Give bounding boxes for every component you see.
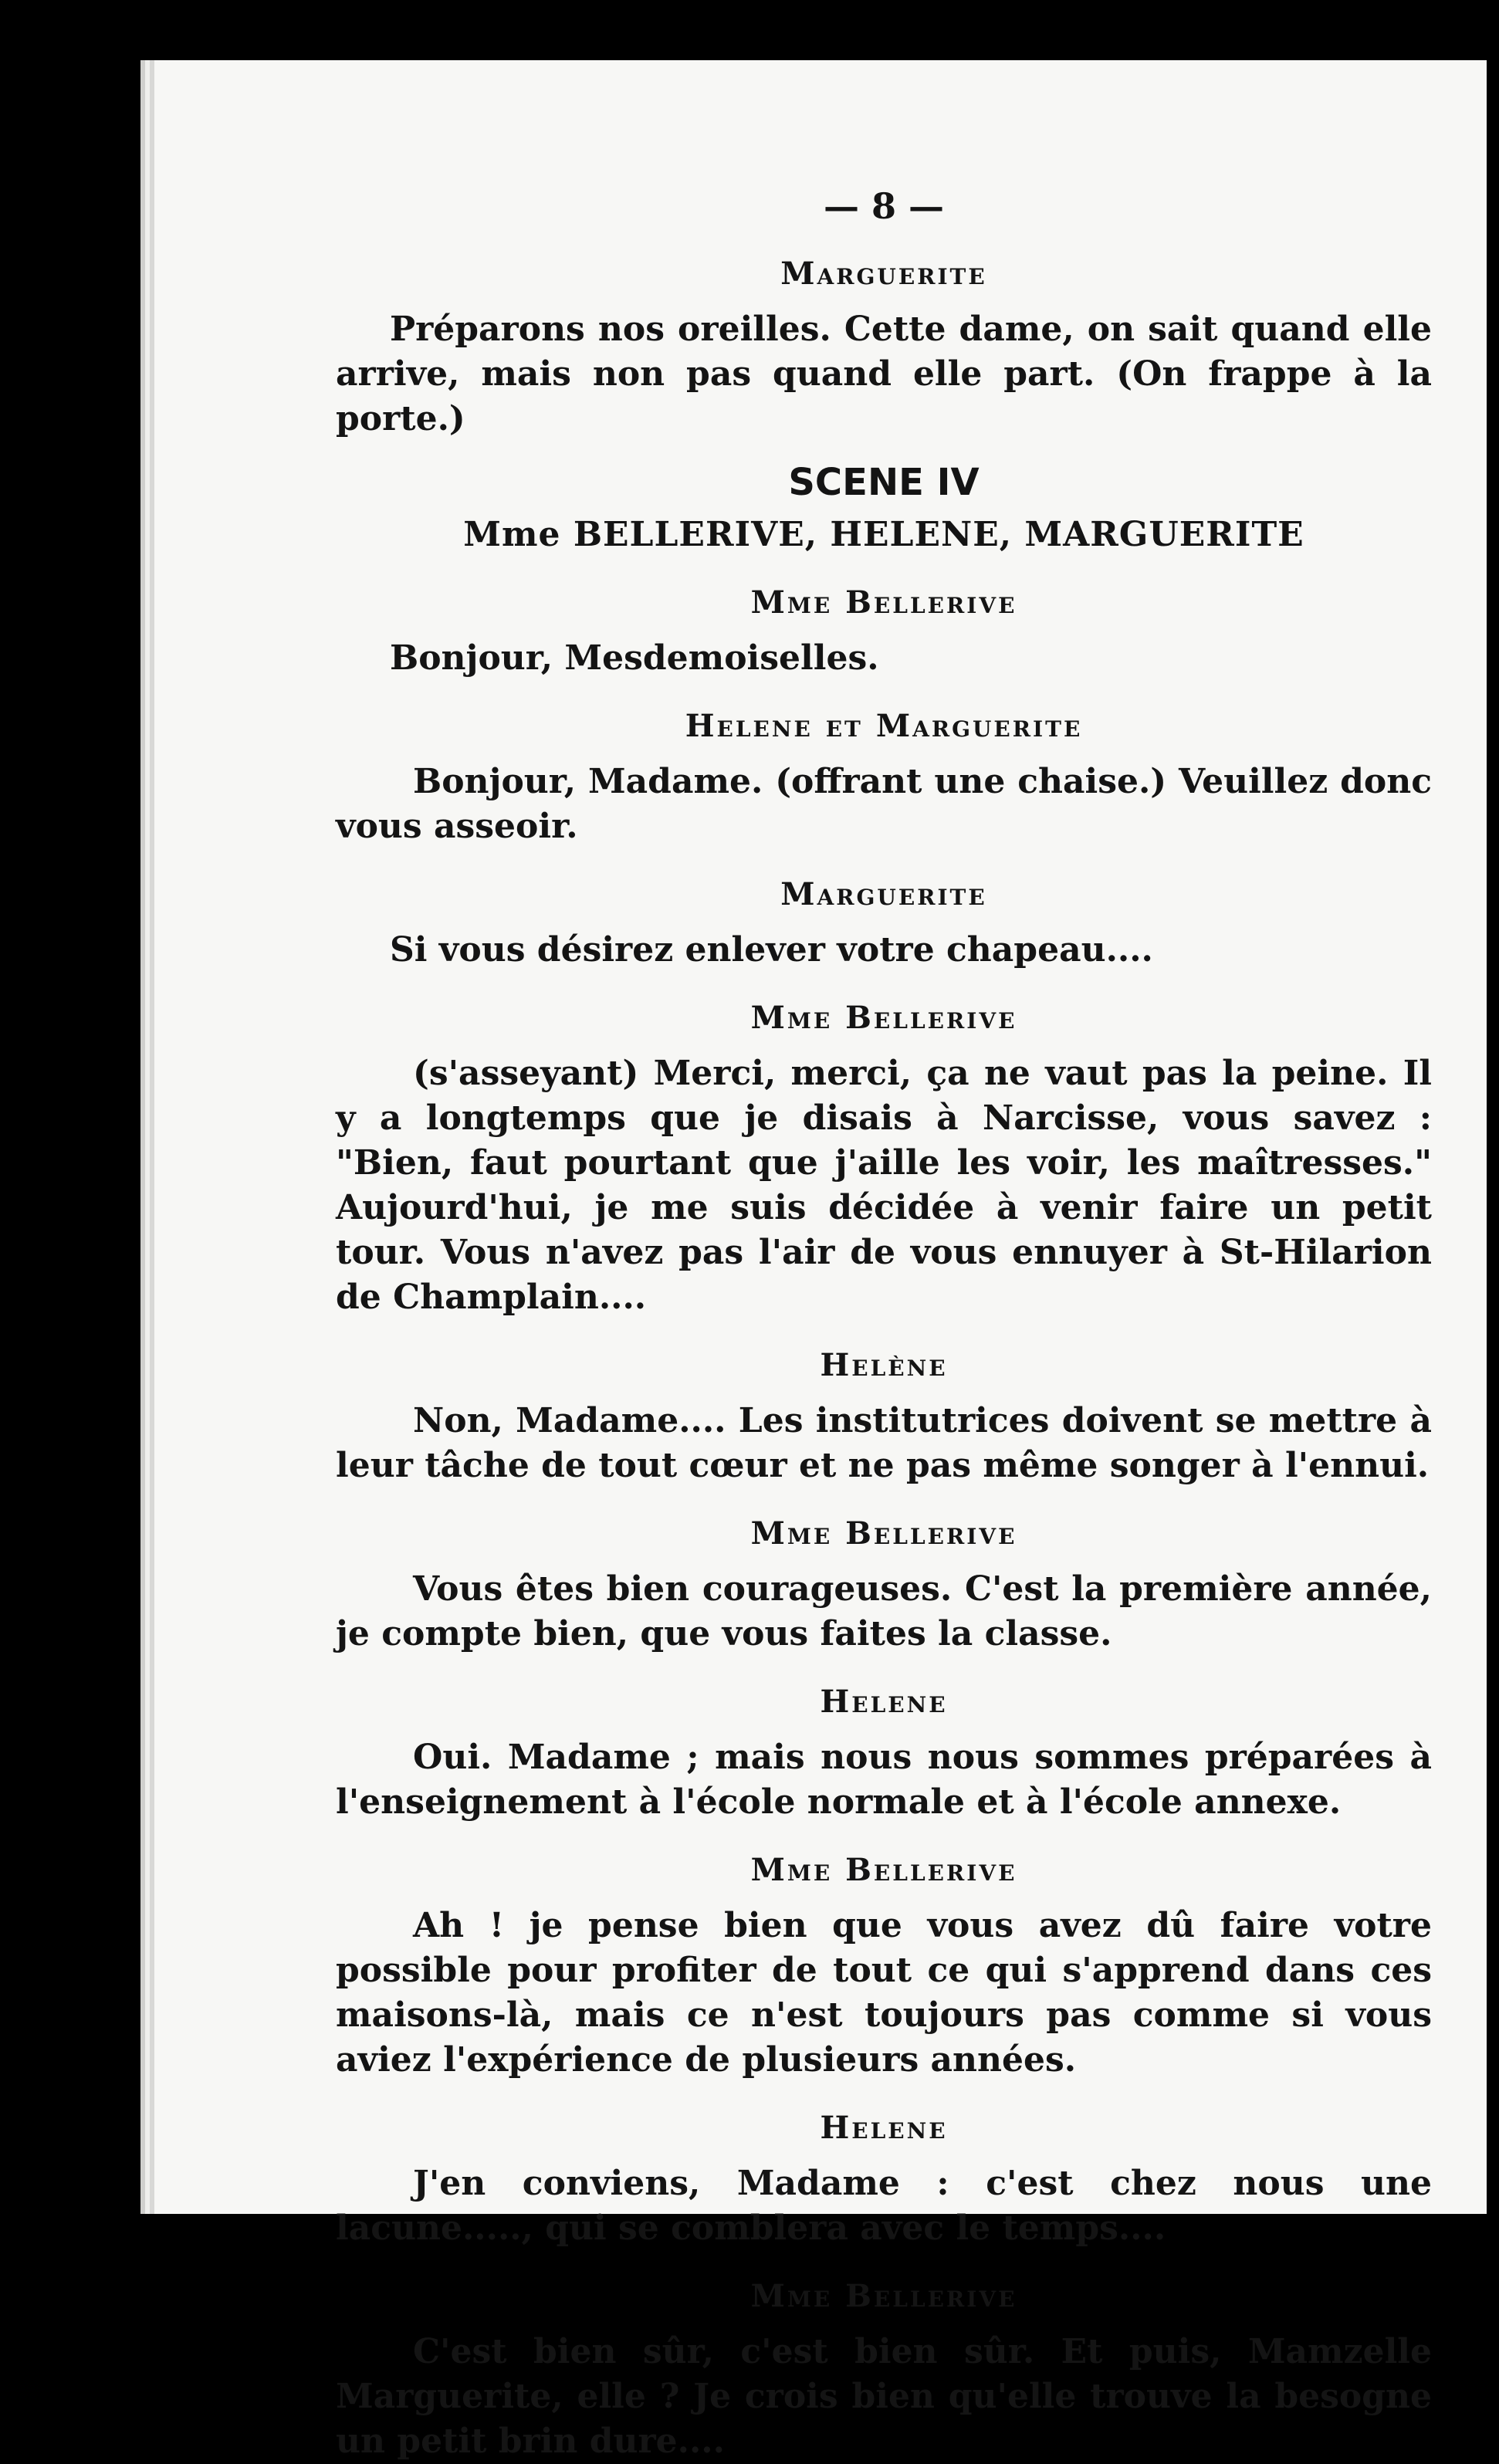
speaker-name: Mme Bellerive bbox=[750, 1000, 1017, 1036]
dialogue-line: Préparons nos oreilles. Cette dame, on sait quand elle arrive, mais non pas quand elle part. (On frappe à la porte.) bbox=[336, 310, 1432, 438]
speaker-name: Helene bbox=[820, 1684, 948, 1720]
dialogue-line: Vous êtes bien courageuses. C'est la première année, je compte bien, que vous faites la classe. bbox=[336, 1569, 1432, 1653]
dialogue-line: C'est bien sûr, c'est bien sûr. Et puis, Mamzelle Marguerite, elle ? Je crois bien qu'elle trouve la besogne un petit brin dure.... bbox=[336, 2332, 1432, 2461]
dialogue-line: Non, Madame.... Les institutrices doivent se mettre à leur tâche de tout cœur et ne pas même songer à l'ennui. bbox=[336, 1401, 1432, 1485]
speaker-name: Mme Bellerive bbox=[750, 584, 1017, 621]
page-content bbox=[336, 145, 1432, 2464]
dialogue-line: Ah ! je pense bien que vous avez dû faire votre possible pour profiter de tout ce qui s'apprend dans ces maisons-là, mais ce n'est toujours pas comme si vous aviez l'expérience de plusieurs années. bbox=[336, 1906, 1432, 2080]
speaker-name: Helène bbox=[820, 1347, 948, 1383]
dialogue-line: (s'asseyant) Merci, merci, ça ne vaut pas la peine. Il y a longtemps que je disais à Narcisse, vous savez : "Bien, faut pourtant que j'aille les voir, les maîtresses." Aujourd'hui, je me suis décidée à venir faire un petit tour. Vous n'avez pas l'air de vous ennuyer à St-Hilarion de Champlain.... bbox=[336, 1054, 1432, 1317]
scene-characters: Mme BELLERIVE, HELENE, MARGUERITE bbox=[463, 515, 1304, 554]
scene-heading: SCENE IV bbox=[788, 461, 980, 504]
speaker-name: Helene et Marguerite bbox=[685, 708, 1083, 744]
dialogue-line: Si vous désirez enlever votre chapeau.... bbox=[390, 930, 1153, 970]
document-page bbox=[154, 60, 1487, 2461]
speaker-name: Marguerite bbox=[780, 876, 987, 912]
speaker-name: Helene bbox=[820, 2110, 948, 2146]
page-number: — 8 — bbox=[823, 185, 945, 227]
dialogue-line: Oui. Madame ; mais nous nous sommes préparées à l'enseignement à l'école normale et à l'école annexe. bbox=[336, 1738, 1432, 1822]
speaker-name: Mme Bellerive bbox=[750, 1515, 1017, 1552]
speaker-name: Mme Bellerive bbox=[750, 1852, 1017, 1888]
speaker-name: Mme Bellerive bbox=[750, 2278, 1017, 2314]
speaker-name: Marguerite bbox=[780, 256, 987, 292]
dialogue-line: Bonjour, Madame. (offrant une chaise.) Veuillez donc vous asseoir. bbox=[336, 762, 1432, 846]
dialogue-line: Bonjour, Mesdemoiselles. bbox=[390, 638, 879, 678]
dialogue-line: J'en conviens, Madame : c'est chez nous une lacune....., qui se comblera avec le temps.... bbox=[336, 2164, 1432, 2248]
